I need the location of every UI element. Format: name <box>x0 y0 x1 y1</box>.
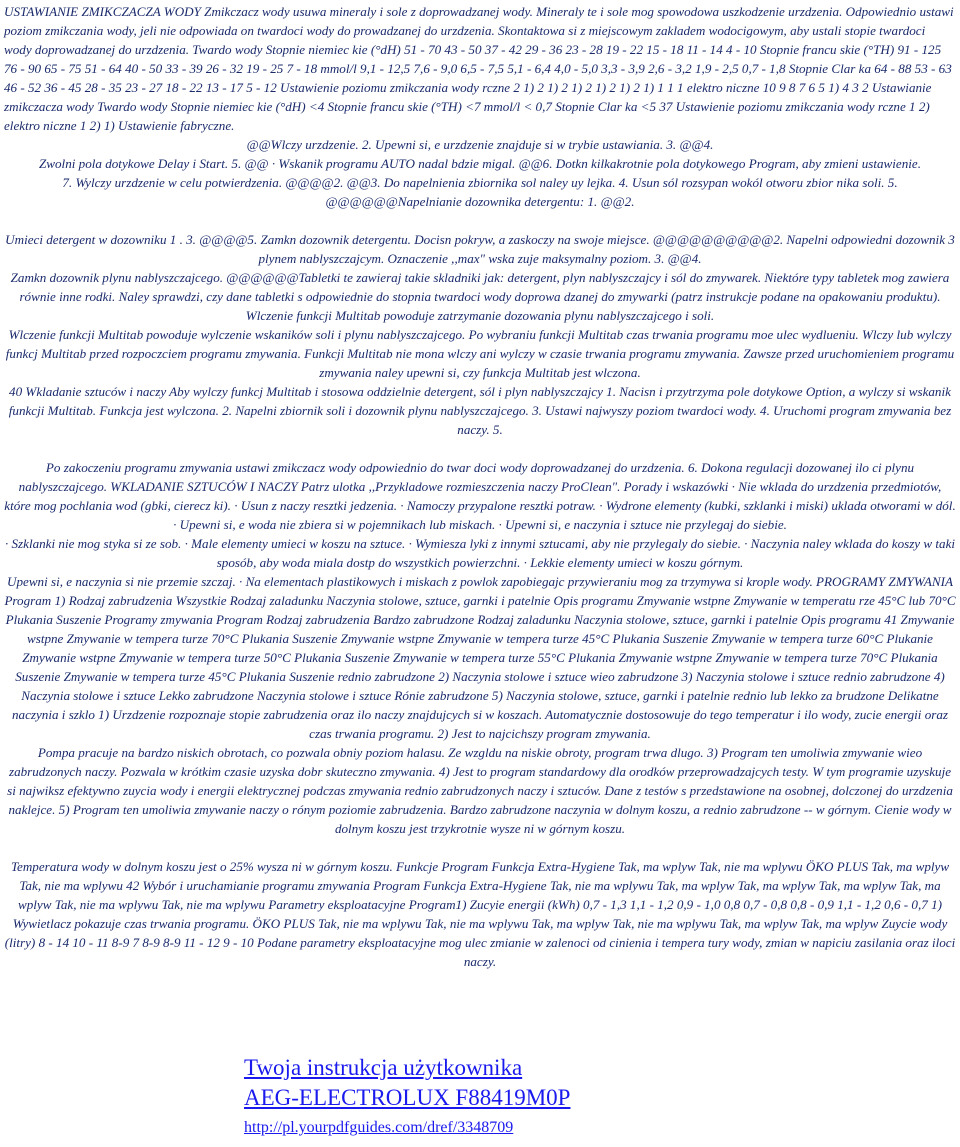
spacer <box>4 439 956 458</box>
spacer <box>4 211 956 230</box>
spacer <box>4 838 956 857</box>
paragraph-multitab: Wlczenie funkcji Multitab powoduje wylczenie wskaników soli i plynu nablyszczajcego. Po wybraniu funkcji Multitab czas trwania programu moe ulec wydlueniu. Wlczy lub wylczy funkcj Multitab przed rozpoczciem programu zmywania. Funkcji Multitab nie mona wlczy ani wylczy w czasie trwania programu zmywania. Zawsze przed uruchomieniem programu zmywania naley upewni si, czy funkcja Multitab jest wlczona. <box>5 327 955 380</box>
footer-links <box>244 1053 570 1139</box>
paragraph-switch-on: @@Wlczy urzdzenie. 2. Upewni si, e urzdzenie znajduje si w trybie ustawiania. 3. @@4. <box>246 137 714 152</box>
paragraph-functions-parameters: Temperatura wody w dolnym koszu jest o 25% wysza ni w górnym koszu. Funkcje Program Funkcja Extra-Hygiene Tak, ma wplyw Tak, nie ma wplywu ÖKO PLUS Tak, ma wplyw Tak, nie ma wplywu 42 Wybór i uruchamianie programu zmywania Program Funkcja Extra-Hygiene Tak, nie ma wplywu Tak, ma wplyw Tak, ma wplyw Tak, ma wplyw Tak, ma wplyw Tak, nie ma wplywu Tak, nie ma wplywu Parametry eksploatacyjne Program1) Zucyie energii (kWh) 0,7 - 1,3 1,1 - 1,2 0,9 - 1,0 0,8 0,7 - 0,8 0,8 - 0,9 1,1 - 1,2 0,6 - 0,7 1) Wywietlacz pokazuje czas trwania programu. ÖKO PLUS Tak, nie ma wplywu Tak, nie ma wplywu Tak, ma wplyw Tak, nie ma wplywu Tak, ma wplyw Tak, ma wplyw Zuycie wody (litry) 8 - 14 10 - 11 8-9 7 8-9 8-9 11 - 12 9 - 10 Podane parametry eksploatacyjne mog ulec zmianie w zalenoci od cinienia i tempera tury wody, zmian w napiciu zasilania oraz iloci naczy. <box>4 859 956 969</box>
paragraph-loading-intro: 40 Wkladanie sztuców i naczy Aby wylczy funkcj Multitab i stosowa oddzielnie detergent, sól i plyn nablyszczajcy 1. Nacisn i przytrzyma pole dotykowe Option, a wylczy si wskanik funkcji Multitab. Funkcja jest wylczona. 2. Napelni zbiornik soli i dozownik plynu nablyszczajcego. 3. Ustawi najwyszy poziom twardoci wody. 4. Uruchomi program zmywania bez naczy. 5. <box>8 384 952 437</box>
paragraph-water-softener: USTAWIANIE ZMIKCZACZA WODY Zmikczacz wody usuwa mineraly i sole z doprowadzanej wody. Mineraly te i sole mog spowodowa uszkodzenie urzdzenia. Odpowiednio ustawi poziom zmikczania wody, jeli nie odpowiada on twardoci wody do prowadzanej do urzdzenia. Skontaktowa si z miejscowym zakladem wodocigowym, aby ustali stopie twardoci wody doprowadzanej do urzdzenia. Twardo wody Stopnie niemiec kie (°dH) 51 - 70 43 - 50 37 - 42 29 - 36 23 - 28 19 - 22 15 - 18 11 - 14 4 - 10 Stopnie francu skie (°TH) 91 - 125 76 - 90 65 - 75 51 - 64 40 - 50 33 - 39 26 - 32 19 - 25 7 - 18 mmol/l 9,1 - 12,5 7,6 - 9,0 6,5 - 7,5 5,1 - 6,4 4,0 - 5,0 3,3 - 3,9 2,6 - 3,2 1,9 - 2,5 0,7 - 1,8 Stopnie Clar ka 64 - 88 53 - 63 46 - 52 36 - 45 28 - 35 23 - 27 18 - 22 13 - 17 5 - 12 Ustawienie poziomu zmikczania wody rczne 2 1) 2 1) 2 1) 2 1) 2 1) 2 1) 1 1 1 elektro niczne 10 9 8 7 6 5 1) 4 3 2 Ustawianie zmikczacza wody Twardo wody Stopnie niemiec kie (°dH) <4 Stopnie francu skie (°TH) <7 mmol/l < 0,7 Stopnie Clar ka <5 37 Ustawienie poziomu zmikczania wody rczne 1 2) elektro niczne 1 2) 1) Ustawienie fabryczne. <box>4 4 954 133</box>
paragraph-loading-tips-2: · Szklanki nie mog styka si ze sob. · Male elementy umieci w koszu na sztuce. · Wymiesza lyki z innymi sztucami, aby nie przylegaly do siebie. · Naczynia naley wklada do koszy w taki sposób, aby woda miala dostp do wszystkich powierzchni. · Lekkie elementy umieci w koszu górnym. <box>4 536 956 570</box>
paragraph-release-fields: Zwolni pola dotykowe Delay i Start. 5. @@ · Wskanik programu AUTO nadal bdzie migal. @@6. Dotkn kilkakrotnie pola dotykowego Program, aby zmieni ustawienie. <box>39 156 921 171</box>
paragraph-program-notes: Pompa pracuje na bardzo niskich obrotach, co pozwala obniy poziom halasu. Ze wzgldu na niskie obroty, program trwa dlugo. 3) Program ten umoliwia zmywanie wieo zabrudzonych naczy. Pozwala w krótkim czasie uzyska dobr skuteczno zmywania. 4) Jest to program standardowy dla orodków przeprowadzajcych testy. W tym programie uzyskuje si najwiksz efektywno zuycia wody i energii elektrycznej podczas zmywania rednio zabrudzonych naczy i sztuców. Dane z testów s przedstawione na osobnej, dolczonej do urzdzenia naklejce. 5) Program ten umoliwia zmywanie naczy o rónym poziomie zabrudzenia. Bardzo zabrudzone naczynia w dolnym koszu, a rednio zabrudzone -- w górnym. Cienie wody w dolnym koszu jest trzykrotnie wysze ni w górnym koszu. <box>7 745 953 836</box>
paragraph-loading-tips: Po zakoczeniu programu zmywania ustawi zmikczacz wody odpowiednio do twar doci wody doprowadzanej do urzdzenia. 6. Dokona regulacji dozowanej ilo ci plynu nablyszczajcego. WKLADANIE SZTUCÓW I NACZY Patrz ulotka ,,Przykladowe rozmieszczenia naczy ProClean". Porady i wskazówki · Nie wklada do urzdzenia przedmiotów, które mog pochlania wod (gbki, cierecz ki). · Usun z naczy resztki jedzenia. · Namoczy przypalone resztki potraw. · Wydrone elementy (kubki, szklanki i miski) uklada otworami w dól. · Upewni si, e woda nie zbiera si w pojemnikach lub miskach. · Upewni si, e naczynia i sztuce nie przylegaj do siebie. <box>4 460 956 532</box>
paragraph-detergent: Umieci detergent w dozowniku 1 . 3. @@@@5. Zamkn dozownik detergentu. Docisn pokryw, a zaskoczy na swoje miejsce. @@@@@@@@@@2. Napelni odpowiedni dozownik 3 plynem nablyszczajcym. Oznaczenie ,,max" wska zuje maksymalny poziom. 3. @@4. <box>5 232 955 266</box>
manual-title-link[interactable]: Twoja instrukcja użytkownika <box>244 1055 523 1080</box>
paragraph-programs: Upewni si, e naczynia si nie przemie szczaj. · Na elementach plastikowych i miskach z powlok zapobiegajc przywieraniu mog za trzymywa si krople wody. PROGRAMY ZMYWANIA Program 1) Rodzaj zabrudzenia Wszystkie Rodzaj zaladunku Naczynia stolowe, sztuce, garnki i patelnie Opis programu Zmywanie wstpne Zmywanie w temperatu rze 45°C lub 70°C Plukania Suszenie Programy zmywania Program Rodzaj zabrudzenia Bardzo zabrudzone Rodzaj zaladunku Naczynia stolowe, sztuce, garnki i patelnie Opis programu 41 Zmywanie wstpne Zmywanie w tempera turze 70°C Plukania Suszenie Zmywanie wstpne Zmywanie w tempera turze 45°C Plukania Suszenie Zmywanie w tempera turze 60°C Plukanie Zmywanie wstpne Zmywanie w tempera turze 50°C Plukania Suszenie Zmywanie w tempera turze 55°C Plukania Zmywanie wstpne Zmywanie w tempera turze 70°C Plukania Suszenie Zmywanie w tempera turze 45°C Plukania Suszenie rednio zabrudzone 2) Naczynia stolowe i sztuce wieo zabrudzone 3) Naczynia stolowe i sztuce rednio zabrudzone 4) Naczynia stolowe i sztuce Lekko zabrudzone Naczynia stolowe i sztuce Rónie zabrudzone 5) Naczynia stolowe, sztuce, garnki i patelnie rednio lub lekko za brudzone Delikatne naczynia i szklo 1) Urzdzenie rozpoznaje stopie zabrudzenia oraz ilo naczy znajdujcych si w koszach. Automatycznie dostosowuje do tego temperatur i ilo wody, zucie energii oraz czas trwania programu. 2) Jest to najcichszy program zmywania. <box>4 574 956 741</box>
paragraph-salt-filling: 7. Wylczy urzdzenie w celu potwierdzenia. @@@@2. @@3. Do napelnienia zbiornika sol naley uy lejka. 4. Usun sól rozsypan wokól otworu zbior nika soli. 5. @@@@@@Napelnianie dozownika detergentu: 1. @@2. <box>62 175 898 209</box>
url-link[interactable]: http://pl.yourpdfguides.com/dref/3348709 <box>244 1119 514 1136</box>
paragraph-rinse-aid-tablets: Zamkn dozownik plynu nablyszczajcego. @@@@@@Tabletki te zawieraj takie skladniki jak: detergent, plyn nablyszczajcy i sól do zmywarek. Niektóre typy tabletek mog zawiera równie inne rodki. Naley sprawdzi, czy dane tabletki s odpowiednie do stopnia twardoci wody doprowa dzanej do zmywarki (patrz instrukcje podane na opakowaniu produktu). Wlczenie funkcji Multitab powoduje zatrzymanie dozowania plynu nablyszczajcego i soli. <box>10 270 950 323</box>
model-link[interactable]: AEG-ELECTROLUX F88419M0P <box>244 1085 571 1110</box>
